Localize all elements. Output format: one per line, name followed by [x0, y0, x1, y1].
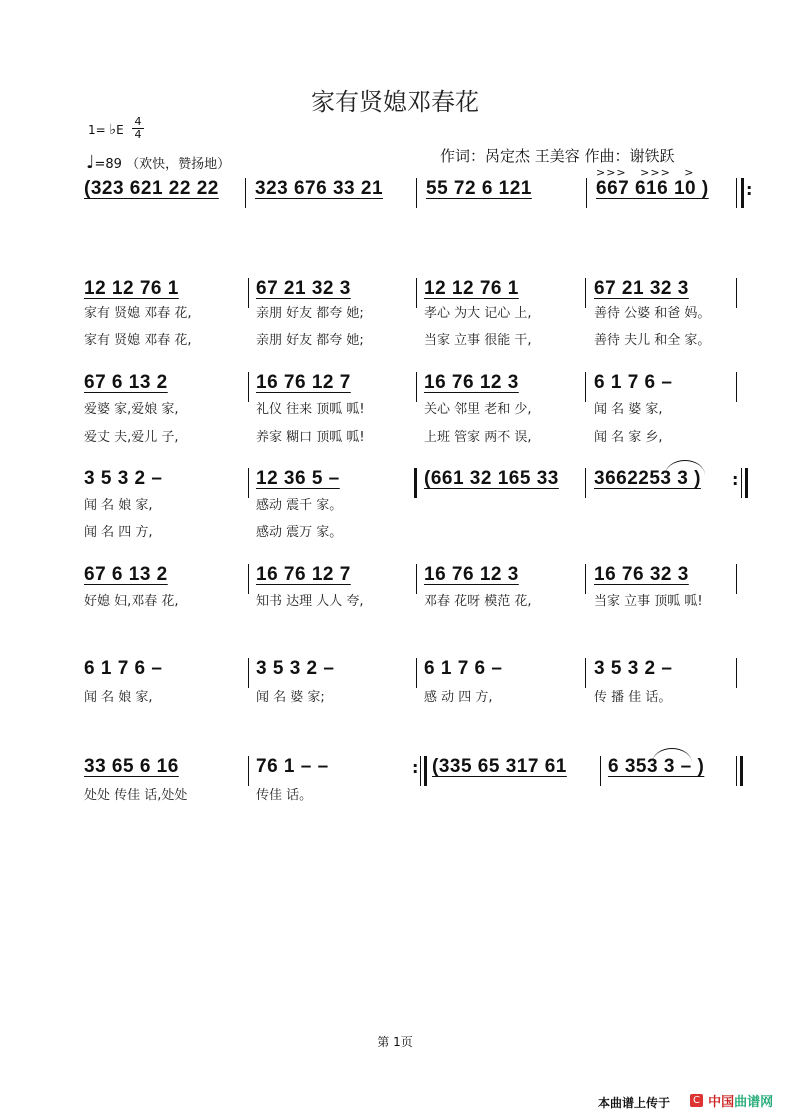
logo-icon: C — [690, 1094, 703, 1107]
lyric: 闻 名 家 乡, — [594, 430, 663, 445]
barline — [736, 372, 737, 402]
barline — [586, 178, 587, 208]
lyric: 好媳 妇,邓春 花, — [84, 594, 179, 609]
logo-text-red: 中国 — [708, 1095, 735, 1110]
lyric: 闻 名 娘 家, — [84, 690, 153, 705]
key-note: E — [116, 123, 124, 137]
lyric: 当家 立事 很能 干, — [424, 333, 532, 348]
measure: 667 616 10 ) — [596, 178, 709, 199]
tempo-value: =89 — [94, 157, 122, 172]
barline — [248, 372, 249, 402]
measure: 3 5 3 2 – — [594, 658, 673, 679]
measure: 12 12 76 1 — [84, 278, 179, 299]
repeat-end-barline — [741, 178, 744, 208]
repeat-end-barline — [745, 468, 748, 498]
lyric: 闻 名 婆 家, — [594, 402, 663, 417]
logo-text-green: 曲谱网 — [734, 1095, 774, 1110]
barline — [416, 178, 417, 208]
lyric: 当家 立事 顶呱 呱! — [594, 594, 703, 609]
measure: 76 1 – – — [256, 756, 329, 777]
barline — [245, 178, 246, 208]
measure: (335 65 317 61 — [432, 756, 567, 777]
measure: (323 621 22 22 — [84, 178, 219, 199]
page-number: 第 1页 — [377, 1035, 413, 1049]
barline — [585, 468, 586, 498]
lyric: 爱丈 夫,爱儿 子, — [84, 430, 179, 445]
barline — [248, 658, 249, 688]
key-signature — [88, 122, 124, 138]
flat-icon: ♭ — [109, 122, 117, 138]
lyric: 处处 传佳 话,处处 — [84, 788, 188, 803]
song-title: 家有贤媳邓春花 — [311, 88, 479, 116]
tie-icon — [665, 460, 705, 475]
lyric: 闻 名 婆 家; — [256, 690, 325, 705]
measure: 16 76 12 3 — [424, 564, 519, 585]
measure: 6 1 7 6 – — [424, 658, 503, 679]
lyric: 传 播 佳 话。 — [594, 690, 672, 705]
lyric: 礼仪 往来 顶呱 呱! — [256, 402, 365, 417]
measure: 3 5 3 2 – — [256, 658, 335, 679]
repeat-start-barline — [414, 468, 417, 498]
measure: 16 76 32 3 — [594, 564, 689, 585]
measure: 67 21 32 3 — [256, 278, 351, 299]
lyric: 养家 糊口 顶呱 呱! — [256, 430, 365, 445]
lyric: 亲朋 好友 都夸 她; — [256, 333, 364, 348]
lyric: 孝心 为大 记心 上, — [424, 306, 532, 321]
lyric: 亲朋 好友 都夸 她; — [256, 306, 364, 321]
score-row-3 — [80, 468, 750, 508]
barline — [248, 564, 249, 594]
lyric: 传佳 话。 — [256, 788, 313, 803]
time-sig-bottom: 4 — [132, 128, 144, 141]
measure: (661 32 165 33 — [424, 468, 559, 489]
lyric: 闻 名 娘 家, — [84, 498, 153, 513]
barline — [736, 178, 737, 208]
barline — [416, 564, 417, 594]
repeat-dots-icon: : — [732, 470, 739, 489]
quarter-note-icon: ♩ — [86, 152, 95, 173]
lyric: 感 动 四 方, — [424, 690, 493, 705]
lyric: 善待 公婆 和爸 妈。 — [594, 306, 711, 321]
measure: 33 65 6 16 — [84, 756, 179, 777]
accent-marks: >>> >>> > — [596, 166, 695, 179]
barline — [736, 658, 737, 688]
measure: 16 76 12 3 — [424, 372, 519, 393]
site-logo[interactable] — [690, 1090, 785, 1108]
measure: 16 76 12 7 — [256, 564, 351, 585]
measure: 67 21 32 3 — [594, 278, 689, 299]
time-sig-top: 4 — [134, 115, 142, 128]
barline — [416, 278, 417, 308]
barline — [420, 756, 421, 786]
lyric: 上班 管家 两不 误, — [424, 430, 532, 445]
barline — [736, 278, 737, 308]
barline — [585, 658, 586, 688]
barline — [416, 658, 417, 688]
measure: 6 1 7 6 – — [594, 372, 673, 393]
measure: 12 36 5 – — [256, 468, 340, 489]
measure: 16 76 12 7 — [256, 372, 351, 393]
barline — [416, 372, 417, 402]
barline — [248, 468, 249, 498]
tempo-description: （欢快，赞扬地） — [126, 157, 231, 172]
barline — [585, 278, 586, 308]
lyric: 爱婆 家,爱娘 家, — [84, 402, 179, 417]
score-row-0 — [80, 166, 753, 218]
lyric: 知书 达理 人人 夸, — [256, 594, 364, 609]
barline — [600, 756, 601, 786]
barline — [585, 564, 586, 594]
tie-icon — [652, 748, 692, 763]
lyric: 关心 邻里 老和 少, — [424, 402, 532, 417]
measure: 67 6 13 2 — [84, 372, 168, 393]
lyric: 闻 名 四 方, — [84, 525, 153, 540]
measure: 323 676 33 21 — [255, 178, 384, 199]
measure: 6 1 7 6 – — [84, 658, 163, 679]
repeat-end-barline — [424, 756, 427, 786]
measure: 3 5 3 2 – — [84, 468, 163, 489]
lyric: 邓春 花呀 模范 花, — [424, 594, 532, 609]
barline — [741, 468, 742, 498]
lyric: 家有 贤媳 邓春 花, — [84, 306, 192, 321]
measure: 3662253 3 ) — [594, 468, 701, 489]
lyric: 感动 震万 家。 — [256, 525, 343, 540]
lyric: 感动 震千 家。 — [256, 498, 343, 513]
measure: 55 72 6 121 — [426, 178, 532, 199]
barline — [248, 756, 249, 786]
lyric: 善待 夫儿 和全 家。 — [594, 333, 711, 348]
repeat-dots-icon: : — [412, 758, 419, 777]
measure: 12 12 76 1 — [424, 278, 519, 299]
key-prefix: 1= — [88, 123, 106, 137]
lyric: 家有 贤媳 邓春 花, — [84, 333, 192, 348]
source-note: 本曲谱上传于 — [598, 1096, 671, 1110]
barline — [585, 372, 586, 402]
barline — [248, 278, 249, 308]
measure: 67 6 13 2 — [84, 564, 168, 585]
barline — [736, 756, 737, 786]
final-barline — [740, 756, 743, 786]
tempo-marking — [86, 152, 230, 173]
repeat-dots-icon: : — [746, 180, 753, 199]
credits: 作词：呙定杰 王美容 作曲：谢铁跃 — [440, 147, 675, 165]
time-signature — [132, 116, 144, 141]
barline — [736, 564, 737, 594]
measure: 6 353 3 – ) — [608, 756, 705, 777]
